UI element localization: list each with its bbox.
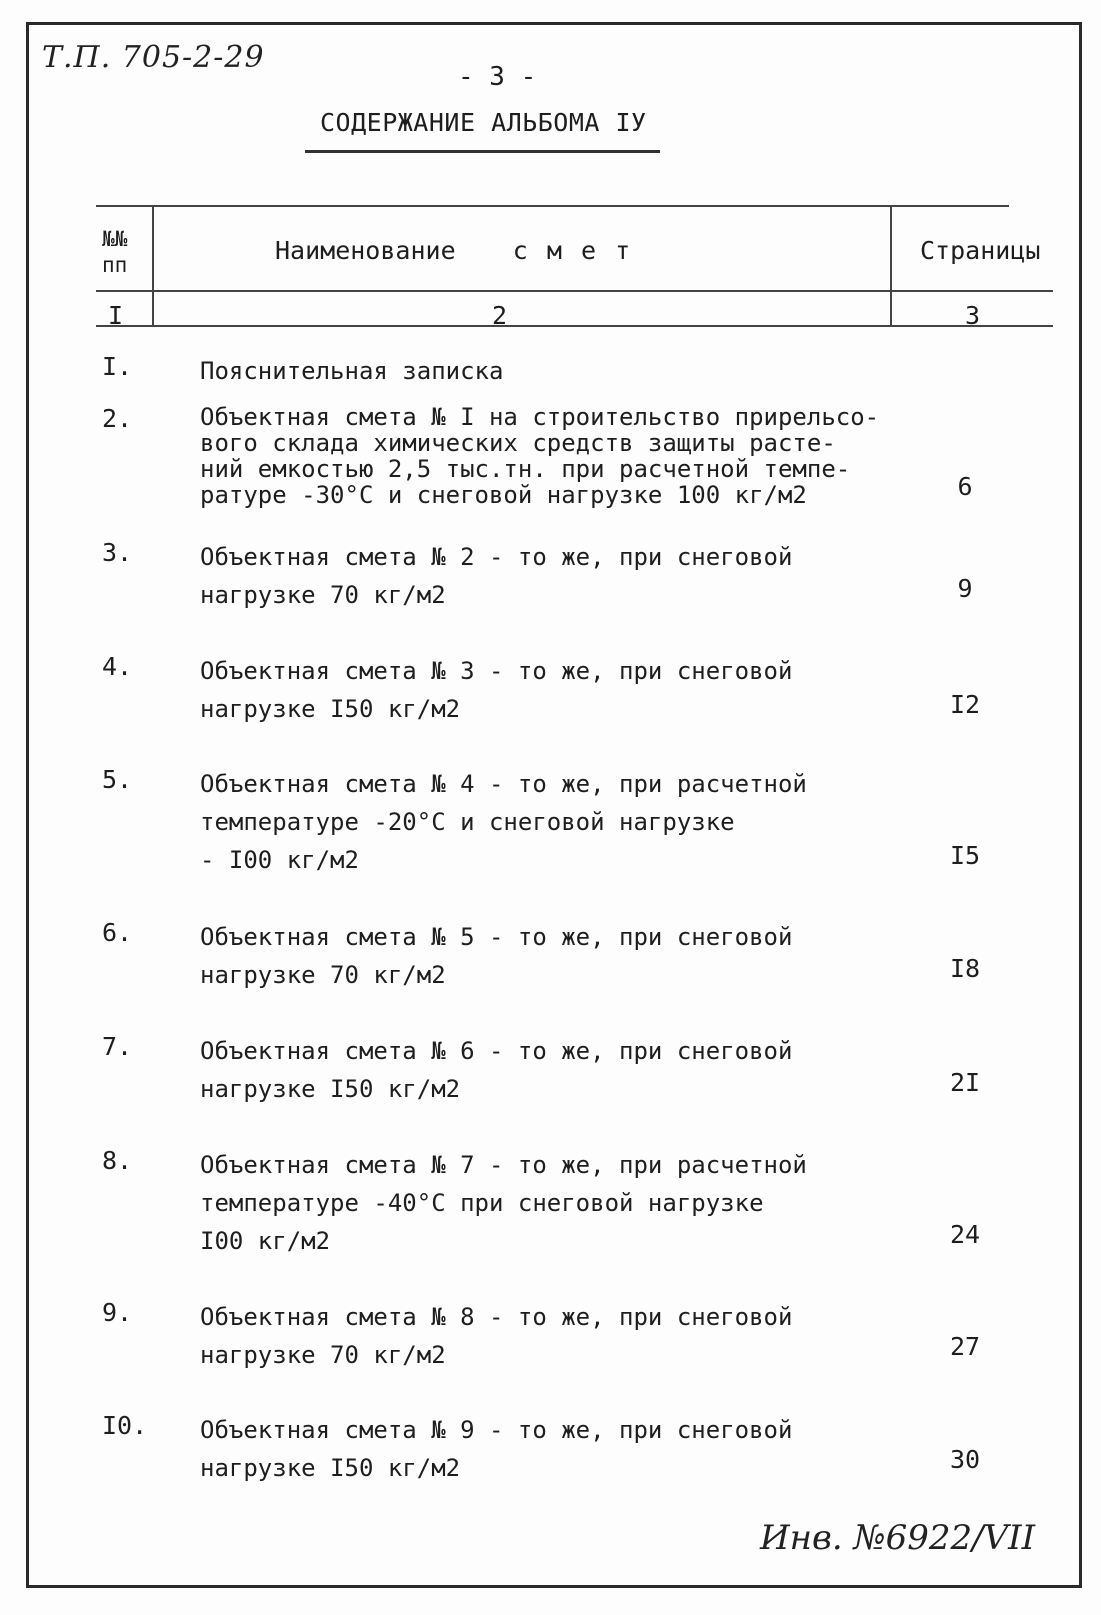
row-number: 5.	[102, 765, 133, 794]
row-number: I0.	[102, 1411, 148, 1440]
column-divider-2	[890, 205, 892, 327]
row-title: Объектная смета № 5 - то же, при снеговой нагрузке 70 кг/м2	[200, 923, 793, 989]
row-page: I5	[949, 841, 981, 870]
row-title: Объектная смета № 2 - то же, при снеговой нагрузке 70 кг/м2	[200, 543, 793, 609]
column-header-name: Наименование с м е т	[275, 236, 631, 265]
row-title: Объектная смета № 6 - то же, при снеговой нагрузке I50 кг/м2	[200, 1037, 793, 1103]
table-header-rule	[96, 290, 1053, 292]
row-title: Объектная смета № 3 - то же, при снеговой нагрузке I50 кг/м2	[200, 657, 793, 723]
row-page: I8	[949, 954, 981, 983]
document-code: Т.П. 705-2-29	[42, 40, 265, 75]
table-colnum-rule	[96, 325, 1053, 327]
table-top-rule	[96, 205, 1009, 207]
inventory-number: Инв. №6922/VII	[760, 1518, 1036, 1558]
row-number: I.	[102, 352, 133, 381]
row-page: 27	[949, 1332, 981, 1361]
row-title: Объектная смета № 9 - то же, при снеговой нагрузке I50 кг/м2	[200, 1416, 793, 1482]
row-page: I2	[949, 690, 981, 719]
row-page: 6	[957, 472, 973, 501]
page-number: - 3 -	[458, 62, 537, 92]
row-number: 2.	[102, 404, 133, 433]
column-header-pages: Страницы	[920, 236, 1041, 265]
column-number-3: 3	[965, 301, 981, 330]
row-number: 3.	[102, 538, 133, 567]
row-number: 9.	[102, 1298, 133, 1327]
row-title: Объектная смета № 7 - то же, при расчетной температуре -40°С при снеговой нагрузке I00 кг/м2	[200, 1151, 807, 1255]
row-title: Объектная смета № 4 - то же, при расчетной температуре -20°С и снеговой нагрузке - I00 кг/м2	[200, 770, 807, 874]
column-divider-1	[152, 205, 154, 327]
page-title: СОДЕРЖАНИЕ АЛЬБОМА IУ	[320, 108, 647, 137]
row-number: 4.	[102, 652, 133, 681]
column-header-number: №№ пп	[102, 227, 128, 277]
row-number: 7.	[102, 1032, 133, 1061]
row-page: 9	[957, 574, 973, 603]
row-number: 6.	[102, 918, 133, 947]
row-title: Объектная смета № 8 - то же, при снеговой нагрузке 70 кг/м2	[200, 1303, 793, 1369]
row-title: Объектная смета № I на строительство прирельсо- вого склада химических средств защиты расте- ний емкостью 2,5 тыс.тн. при расчетной темпе- ратуре -30°С и снеговой нагрузке 100 кг/м2	[200, 403, 880, 509]
row-page: 2I	[949, 1068, 981, 1097]
column-number-2: 2	[492, 301, 508, 330]
row-title: Пояснительная записка	[200, 357, 504, 385]
row-page: 30	[949, 1445, 981, 1474]
column-number-1: I	[108, 301, 124, 330]
title-underline	[305, 150, 660, 153]
row-page: 24	[949, 1220, 981, 1249]
row-number: 8.	[102, 1146, 133, 1175]
